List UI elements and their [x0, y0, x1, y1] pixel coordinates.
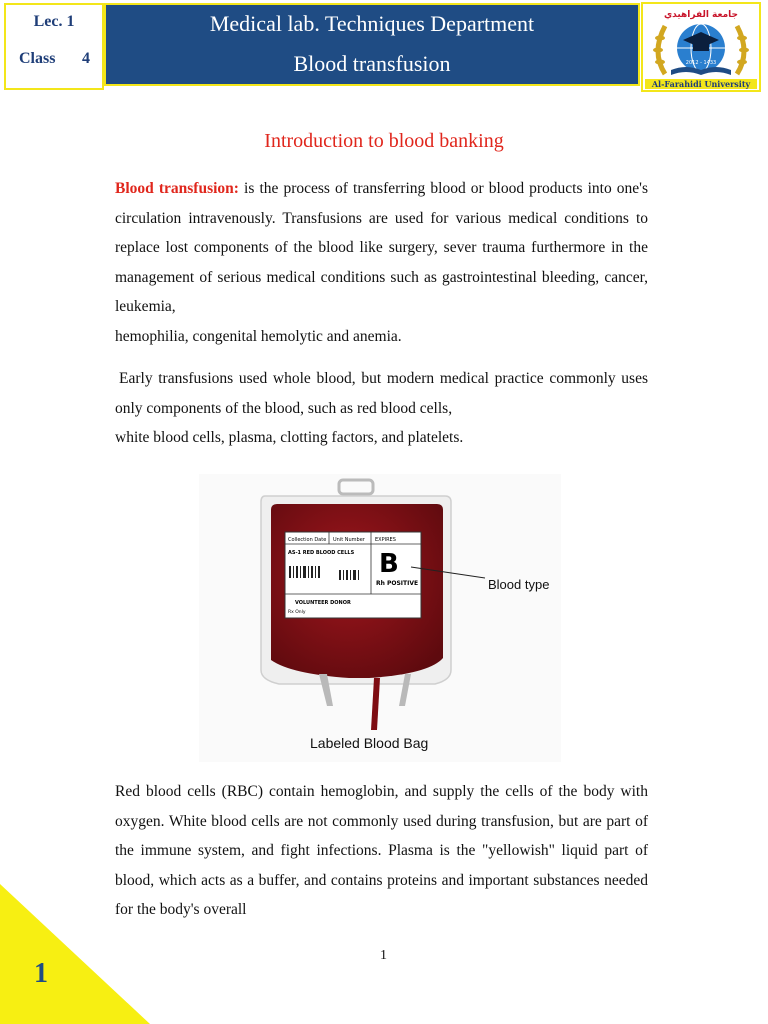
label-rh: Rh POSITIVE	[376, 580, 419, 587]
corner-triangle	[0, 884, 150, 1024]
section-title: Introduction to blood banking	[264, 130, 504, 152]
figure-caption: Labeled Blood Bag	[310, 735, 429, 751]
class-number: 4	[82, 50, 90, 67]
lecture-info-box	[4, 3, 104, 90]
paragraph-text: is the process of transferring blood or blood products into one's circulation intravenously. Transfusions are used for various medical conditions to replace lost components of the blood like surgery, sever trauma furthermore in the management of serious medical conditions such as gastrointestinal bleeding, cancer, leukemia,	[115, 180, 648, 315]
blood-type-label: Blood type	[488, 577, 550, 592]
paragraph-blood-transfusion	[115, 174, 648, 351]
label-collection-date: Collection Date	[288, 537, 327, 543]
label-unit-number: Unit Number	[333, 537, 365, 543]
paragraph-early-transfusions	[115, 364, 648, 453]
subject-title: Blood transfusion	[293, 51, 451, 76]
lecture-number: Lec. 1	[33, 13, 75, 30]
department-title: Medical lab. Techniques Department	[209, 11, 535, 36]
blood-bag-figure	[199, 474, 561, 762]
logo-arabic-name: جامعة الفراهيدي	[663, 10, 739, 20]
corner-page-number: 1	[34, 958, 48, 989]
paragraph-red-blood-cells	[115, 777, 648, 925]
paragraph-text-last: white blood cells, plasma, clotting factors, and platelets.	[115, 429, 464, 446]
university-logo-icon	[641, 2, 761, 92]
paragraph-text: Early transfusions used whole blood, but modern medical practice commonly uses only components of the blood, such as red blood cells,	[115, 370, 648, 417]
term-blood-transfusion: Blood transfusion:	[115, 180, 239, 197]
page-number: 1	[380, 948, 387, 963]
label-product: AS-1 RED BLOOD CELLS	[288, 550, 355, 556]
logo-english-name: Al-Farahidi University	[651, 79, 751, 89]
paragraph-text: Red blood cells (RBC) contain hemoglobin, and supply the cells of the body with oxygen. White blood cells are not commonly used during transfusion, but are part of the immune system, and fight infections. Plasma is the "yellowish" liquid part of blood, which acts as a buffer, and contains proteins and important substances needed for the body's overall	[115, 783, 648, 918]
blood-group-letter: B	[379, 549, 399, 579]
paragraph-text-last: hemophilia, congenital hemolytic and anemia.	[115, 327, 402, 345]
label-rx: Rx Only	[288, 610, 306, 615]
label-expires: EXPIRES	[375, 537, 396, 543]
label-donor: VOLUNTEER DONOR	[295, 600, 351, 606]
class-label: Class	[19, 50, 56, 67]
header-banner	[104, 3, 640, 86]
logo-years: 2012 - 1433	[685, 60, 717, 66]
